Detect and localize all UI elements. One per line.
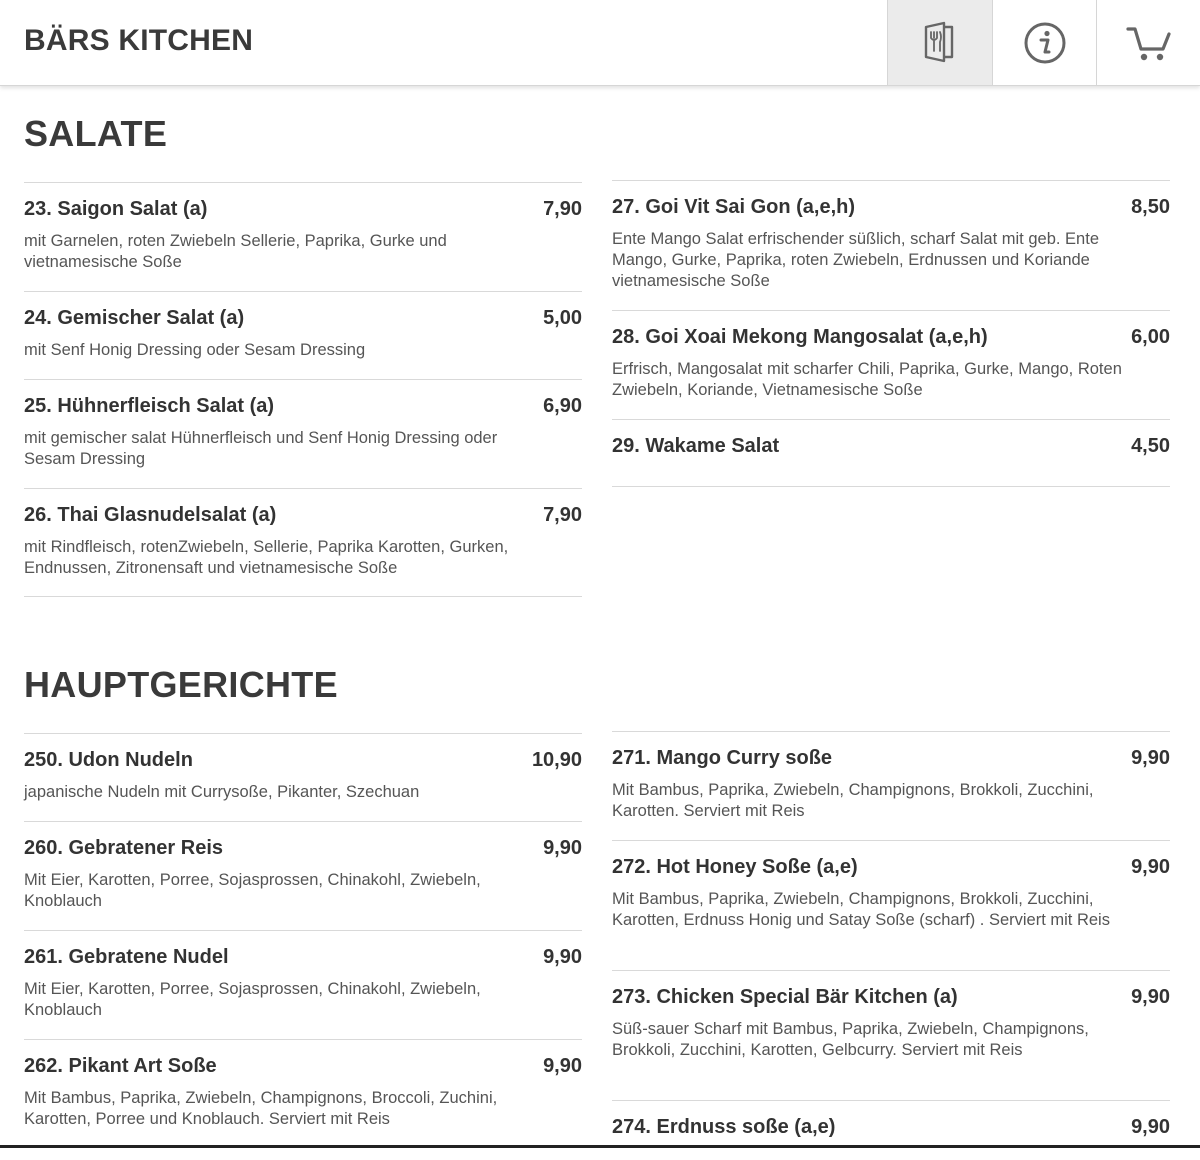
item-description: mit Rindfleisch, rotenZwiebeln, Sellerie, Paprika Karotten, Gurken, Endnussen, Zitronensaft und vietnamesische Soße	[24, 538, 509, 577]
item-description: Mit Bambus, Paprika, Zwiebeln, Champignons, Brokkoli, Zucchini, Karotten. Serviert mit Reis	[612, 781, 1094, 820]
info-icon	[1023, 21, 1067, 65]
menu-item[interactable]	[24, 182, 582, 291]
item-description: Mit Eier, Karotten, Porree, Sojasprossen, Chinakohl, Zwiebeln, Knoblauch	[24, 980, 481, 1019]
item-price: 7,90	[543, 504, 582, 526]
item-price: 9,90	[1131, 986, 1170, 1008]
item-price: 4,50	[1131, 435, 1170, 457]
top-header	[0, 0, 1200, 86]
info-nav-button[interactable]	[992, 0, 1097, 85]
item-price: 9,90	[543, 837, 582, 859]
hauptgerichte-right-column	[612, 731, 1170, 1160]
item-name: 272. Hot Honey Soße (a,e)	[612, 856, 858, 878]
item-description: Mit Eier, Karotten, Porree, Sojasprossen, Chinakohl, Zwiebeln, Knoblauch	[24, 871, 481, 910]
menu-item[interactable]	[24, 379, 582, 488]
item-price: 10,90	[531, 749, 582, 771]
item-price: 9,90	[1131, 856, 1170, 878]
cart-icon	[1126, 23, 1172, 63]
item-description: Ente Mango Salat erfrischender süßlich, scharf Salat mit geb. Ente Mango, Gurke, Paprika, roten Zwiebeln, Erdnussen und Koriande vietnamesische Soße	[612, 230, 1099, 290]
item-name: 274. Erdnuss soße (a,e)	[612, 1116, 836, 1138]
menu-item[interactable]	[612, 840, 1170, 970]
salate-right-column	[612, 180, 1170, 487]
item-name: 28. Goi Xoai Mekong Mangosalat (a,e,h)	[612, 326, 988, 348]
section-title-salate: SALATE	[24, 113, 168, 154]
item-price: 5,00	[543, 307, 582, 329]
menu-item[interactable]	[24, 488, 582, 596]
item-price: 9,90	[1131, 1116, 1170, 1138]
menu-item[interactable]	[24, 1039, 582, 1148]
menu-item[interactable]	[612, 310, 1170, 419]
menu-item[interactable]	[612, 970, 1170, 1100]
menu-item[interactable]	[612, 419, 1170, 486]
item-price: 6,90	[543, 395, 582, 417]
menu-item[interactable]	[24, 291, 582, 379]
item-name: 271. Mango Curry soße	[612, 747, 833, 769]
brand-title: BÄRS KITCHEN	[24, 24, 254, 57]
item-description: Mit Bambus, Paprika, Zwiebeln, Champignons, Brokkoli, Zucchini, Karotten, Erdnuss Honig und Satay Soße (scharf) . Serviert mit Reis	[612, 890, 1110, 929]
item-price: 9,90	[1131, 747, 1170, 769]
item-description: japanische Nudeln mit Currysoße, Pikanter, Szechuan	[24, 783, 420, 801]
menu-item[interactable]	[612, 731, 1170, 840]
item-name: 24. Gemischer Salat (a)	[24, 307, 245, 329]
item-description: Süß-sauer Scharf mit Bambus, Paprika, Zwiebeln, Champignons, Brokkoli, Zucchini, Karotten, Gelbcurry. Serviert mit Reis	[612, 1020, 1089, 1059]
item-description: mit Garnelen, roten Zwiebeln Sellerie, Paprika, Gurke und vietnamesische Soße	[24, 232, 447, 271]
item-name: 27. Goi Vit Sai Gon (a,e,h)	[612, 196, 856, 218]
salate-left-column	[24, 182, 582, 597]
item-name: 26. Thai Glasnudelsalat (a)	[24, 504, 277, 526]
cart-nav-button[interactable]	[1096, 0, 1200, 85]
menu-item[interactable]	[612, 180, 1170, 310]
item-name: 29. Wakame Salat	[612, 435, 780, 457]
item-description: Erfrisch, Mangosalat mit scharfer Chili, Paprika, Gurke, Mango, Roten Zwiebeln, Koriande, Vietnamesische Soße	[612, 360, 1122, 399]
item-name: 25. Hühnerfleisch Salat (a)	[24, 395, 275, 417]
item-name: 261. Gebratene Nudel	[24, 946, 229, 968]
item-price: 7,90	[543, 198, 582, 220]
item-name: 260. Gebratener Reis	[24, 837, 223, 859]
item-price: 9,90	[543, 946, 582, 968]
menu-nav-button[interactable]	[887, 0, 992, 85]
item-price: 9,90	[543, 1055, 582, 1077]
item-name: 273. Chicken Special Bär Kitchen (a)	[612, 986, 958, 1008]
menu-item[interactable]	[612, 1100, 1170, 1160]
item-description: Mit Bambus, Paprika, Zwiebeln, Champignons, Broccoli, Zuchini, Karotten, Porree und Knoblauch. Serviert mit Reis	[24, 1089, 498, 1128]
item-name: 250. Udon Nudeln	[24, 749, 193, 771]
menu-book-icon	[922, 21, 958, 65]
menu-item[interactable]	[24, 821, 582, 930]
section-title-hauptgerichte: HAUPTGERICHTE	[24, 664, 338, 705]
divider	[24, 596, 582, 597]
item-description: mit gemischer salat Hühnerfleisch und Senf Honig Dressing oder Sesam Dressing	[24, 429, 498, 468]
item-name: 23. Saigon Salat (a)	[24, 198, 208, 220]
item-description: mit Senf Honig Dressing oder Sesam Dressing	[24, 341, 366, 359]
item-name: 262. Pikant Art Soße	[24, 1055, 217, 1077]
menu-item[interactable]	[24, 930, 582, 1039]
item-price: 8,50	[1131, 196, 1170, 218]
divider	[612, 486, 1170, 487]
item-price: 6,00	[1131, 326, 1170, 348]
menu-item[interactable]	[24, 733, 582, 821]
hauptgerichte-left-column	[24, 733, 582, 1148]
